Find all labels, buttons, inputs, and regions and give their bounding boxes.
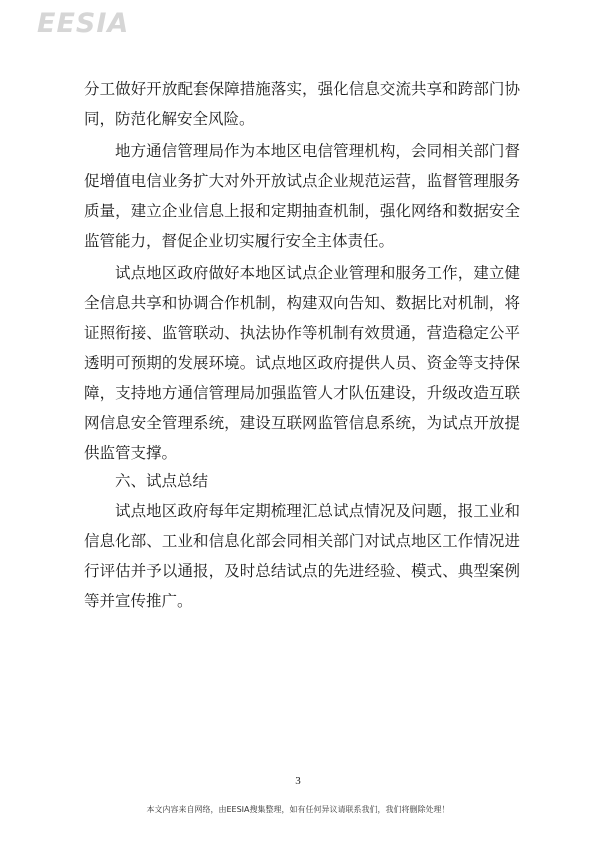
paragraph-3: 试点地区政府做好本地区试点企业管理和服务工作，建立健全信息共享和协调合作机制，构建双向告知、数据比对机制，将证照衔接、监管联动、执法协作等机制有效贯通，营造稳定公平透明可预期的发展环境。试点地区政府提供人员、资金等支持保障，支持地方通信管理局加强监管人才队伍建设，升级改造互联网信息安全管理系统，建设互联网监管信息系统，为试点开放提供监管支撑。 [84, 264, 520, 462]
paragraph-1: 分工做好开放配套保障措施落实，强化信息交流共享和跨部门协同，防范化解安全风险。 [84, 80, 520, 128]
footer-disclaimer: 本文内容来自网络，由EESIA搜集整理，如有任何异议请联系我们，我们将删除处理！ [146, 805, 450, 814]
page-number: 3 [295, 775, 301, 787]
section-heading: 六、试点总结 [115, 472, 209, 490]
paragraph-4: 试点地区政府每年定期梳理汇总试点情况及问题，报工业和信息化部、工业和信息化部会同相关部门对试点地区工作情况进行评估并予以通报，及时总结试点的先进经验、模式、典型案例等并宣传推广。 [84, 502, 520, 610]
eesia-logo: EESIA [37, 8, 130, 39]
paragraph-2: 地方通信管理局作为本地区电信管理机构，会同相关部门督促增值电信业务扩大对外开放试点企业规范运营，监督管理服务质量，建立企业信息上报和定期抽查机制，强化网络和数据安全监管能力，督促企业切实履行安全主体责任。 [84, 142, 520, 250]
